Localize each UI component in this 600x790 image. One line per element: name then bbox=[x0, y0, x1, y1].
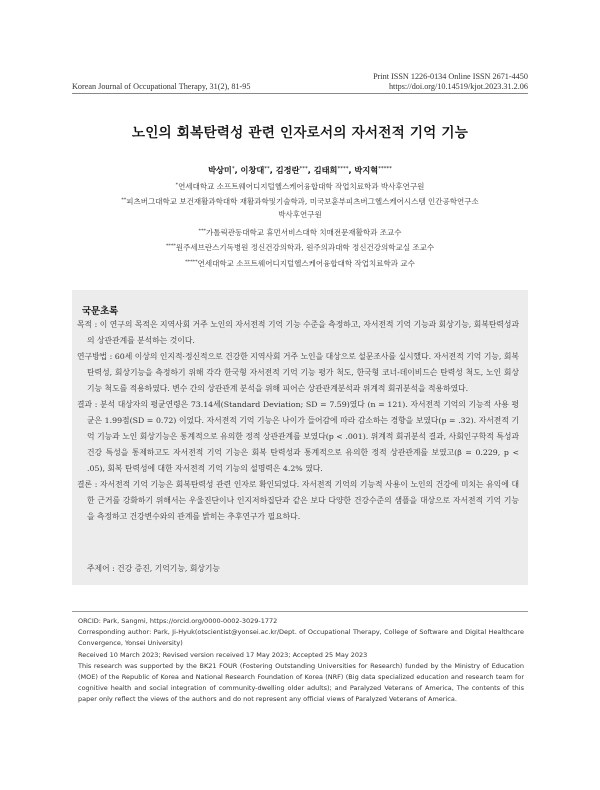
affiliation: ****원주세브란스기독병원 정신건강의학과, 원주의과대학 정신건강의학교실 조교수 bbox=[165, 243, 435, 252]
author-list: 박상미*, 이창대**, 김정란***, 김태희****, 박지혁***** bbox=[208, 165, 392, 175]
journal-citation: Korean Journal of Occupational Therapy, 31(2), 81-95 bbox=[72, 82, 251, 91]
header-divider bbox=[72, 93, 528, 94]
paper-title: 노인의 회복탄력성 관련 인자로서의 자서전적 기억 기능 bbox=[131, 125, 469, 141]
author-name: 박상미 bbox=[208, 165, 232, 175]
affiliation: *연세대학교 소프트웨어디지털헬스케어융합대학 작업치료학과 박사후연구원 bbox=[175, 182, 425, 191]
doi-link[interactable]: https://doi.org/10.14519/kjot.2023.31.2.06 bbox=[388, 82, 528, 91]
issn-line: Print ISSN 1226-0134 Online ISSN 2671-4450 bbox=[373, 72, 528, 81]
author-name: 김태희 bbox=[313, 165, 338, 175]
abstract-heading: 국문초록 bbox=[82, 306, 119, 317]
affiliation: 박사후연구원 bbox=[278, 210, 322, 219]
affiliation: **피츠버그대학교 보건재활과학대학 재활과학및기술학과, 미국보훈부피츠버그헬스케어시스템 인간공학연구소 bbox=[121, 197, 479, 206]
footnotes bbox=[78, 616, 524, 706]
orcid-note: ORCID: Park, Sangmi, https://orcid.org/0000-0002-3029-1772 bbox=[78, 617, 278, 625]
affiliation: *****연세대학교 소프트웨어디지털헬스케어융합대학 작업치료학과 교수 bbox=[185, 259, 415, 268]
dates-note: Received 10 March 2023; Revised version received 17 May 2023; Accepted 25 May 2023 bbox=[78, 650, 368, 659]
author-name: 박지혁 bbox=[354, 165, 379, 175]
abstract-conclusion: 결론 : 자서전적 기억 기능은 회복탄력성 관련 인자로 확인되었다. 자서전적 기억의 기능적 사용이 노인의 건강에 미치는 유익에 대한 근거를 강화하기 위해서는 우울진단이나 인지저하집단과 같은 보다 다양한 건강수준의 샘플을 대상으로 자서전적 기억 기능을 측정하고 건강변수와의 관계를 밝히는 추후연구가 필요하다. bbox=[77, 480, 519, 521]
abstract-results: 결과 : 분석 대상자의 평균연령은 73.14세(Standard Deviation; SD = 7.59)였다 (n = 121). 자서전적 기억의 기능적 사용 평균은 1.99점(SD = 0.72) 이었다. 자서전적 기억 기능은 나이가 들어감에 따라 감소하는 경향을 보였다(p = .32). 자서전적 기억 기능과 노인 회상기능은 통계적으로 유의한 정적 상관관계를 보였다(p < .001). 위계적 회귀분석 결과, 사회인구학적 특성과 건강 특성을 통제하고도 자서전적 기억 기능은 회복 탄력성과 통계적으로 유의한 정적 상관관계를 보였고(β = 0.229, p < .05), 회복 탄력성에 대한 자서전적 기억 기능의 설명력은 4.2% 였다. bbox=[77, 400, 519, 473]
footnote-divider bbox=[72, 611, 528, 612]
abstract-purpose: 목적 : 이 연구의 목적은 지역사회 거주 노인의 자서전적 기억 기능 수준을 측정하고, 자서전적 기억 기능과 회상기능, 회복탄력성과의 상관관계를 분석하는 것이다. bbox=[77, 320, 519, 345]
corresponding-author-note: Corresponding author: Park, Ji-Hyuk(otscientist@yonsei.ac.kr/Dept. of Occupational Therapy, College of Software and Digital Healthcare Convergence, Yonsei University) bbox=[78, 628, 524, 648]
abstract-methods: 연구방법 : 60세 이상의 인지적·정신적으로 건강한 지역사회 거주 노인을 대상으로 설문조사를 실시했다. 자서전적 기억 기능, 회복탄력성, 회상기능을 측정하기 위해 각각 한국형 자서전적 기억 기능 평가 척도, 한국형 코너-데이비드슨 탄력성 척도, 노인 회상기능 척도를 적용하였다. 변수 간의 상관관계 분석을 위해 피어슨 상관관계분석과 위계적 회귀분석을 적용하였다. bbox=[77, 352, 519, 393]
abstract-body bbox=[77, 317, 519, 525]
author-name: 김정란 bbox=[275, 165, 300, 175]
header-issn-doi bbox=[373, 72, 528, 92]
keywords: 주제어 : 건강 증진, 기억기능, 회상기능 bbox=[87, 564, 220, 573]
affiliation: ***가톨릭관동대학교 휴먼서비스대학 치매전문재활학과 조교수 bbox=[198, 228, 402, 237]
funding-note: This research was supported by the BK21 FOUR (Fostering Outstanding Universities for Research) funded by the Ministry of Education (MOE) of the Republic of Korea and National Research Foundation of Korea (NRF) (Big data specialized education and research team for cognitive health and social integration of community-dwelling older adults); and Paralyzed Veterans of America, The contents of this paper only reflect the views of the authors and do not represent any official views of Paralyzed Veterans of America. bbox=[78, 661, 524, 704]
author-name: 이창대 bbox=[240, 165, 265, 175]
